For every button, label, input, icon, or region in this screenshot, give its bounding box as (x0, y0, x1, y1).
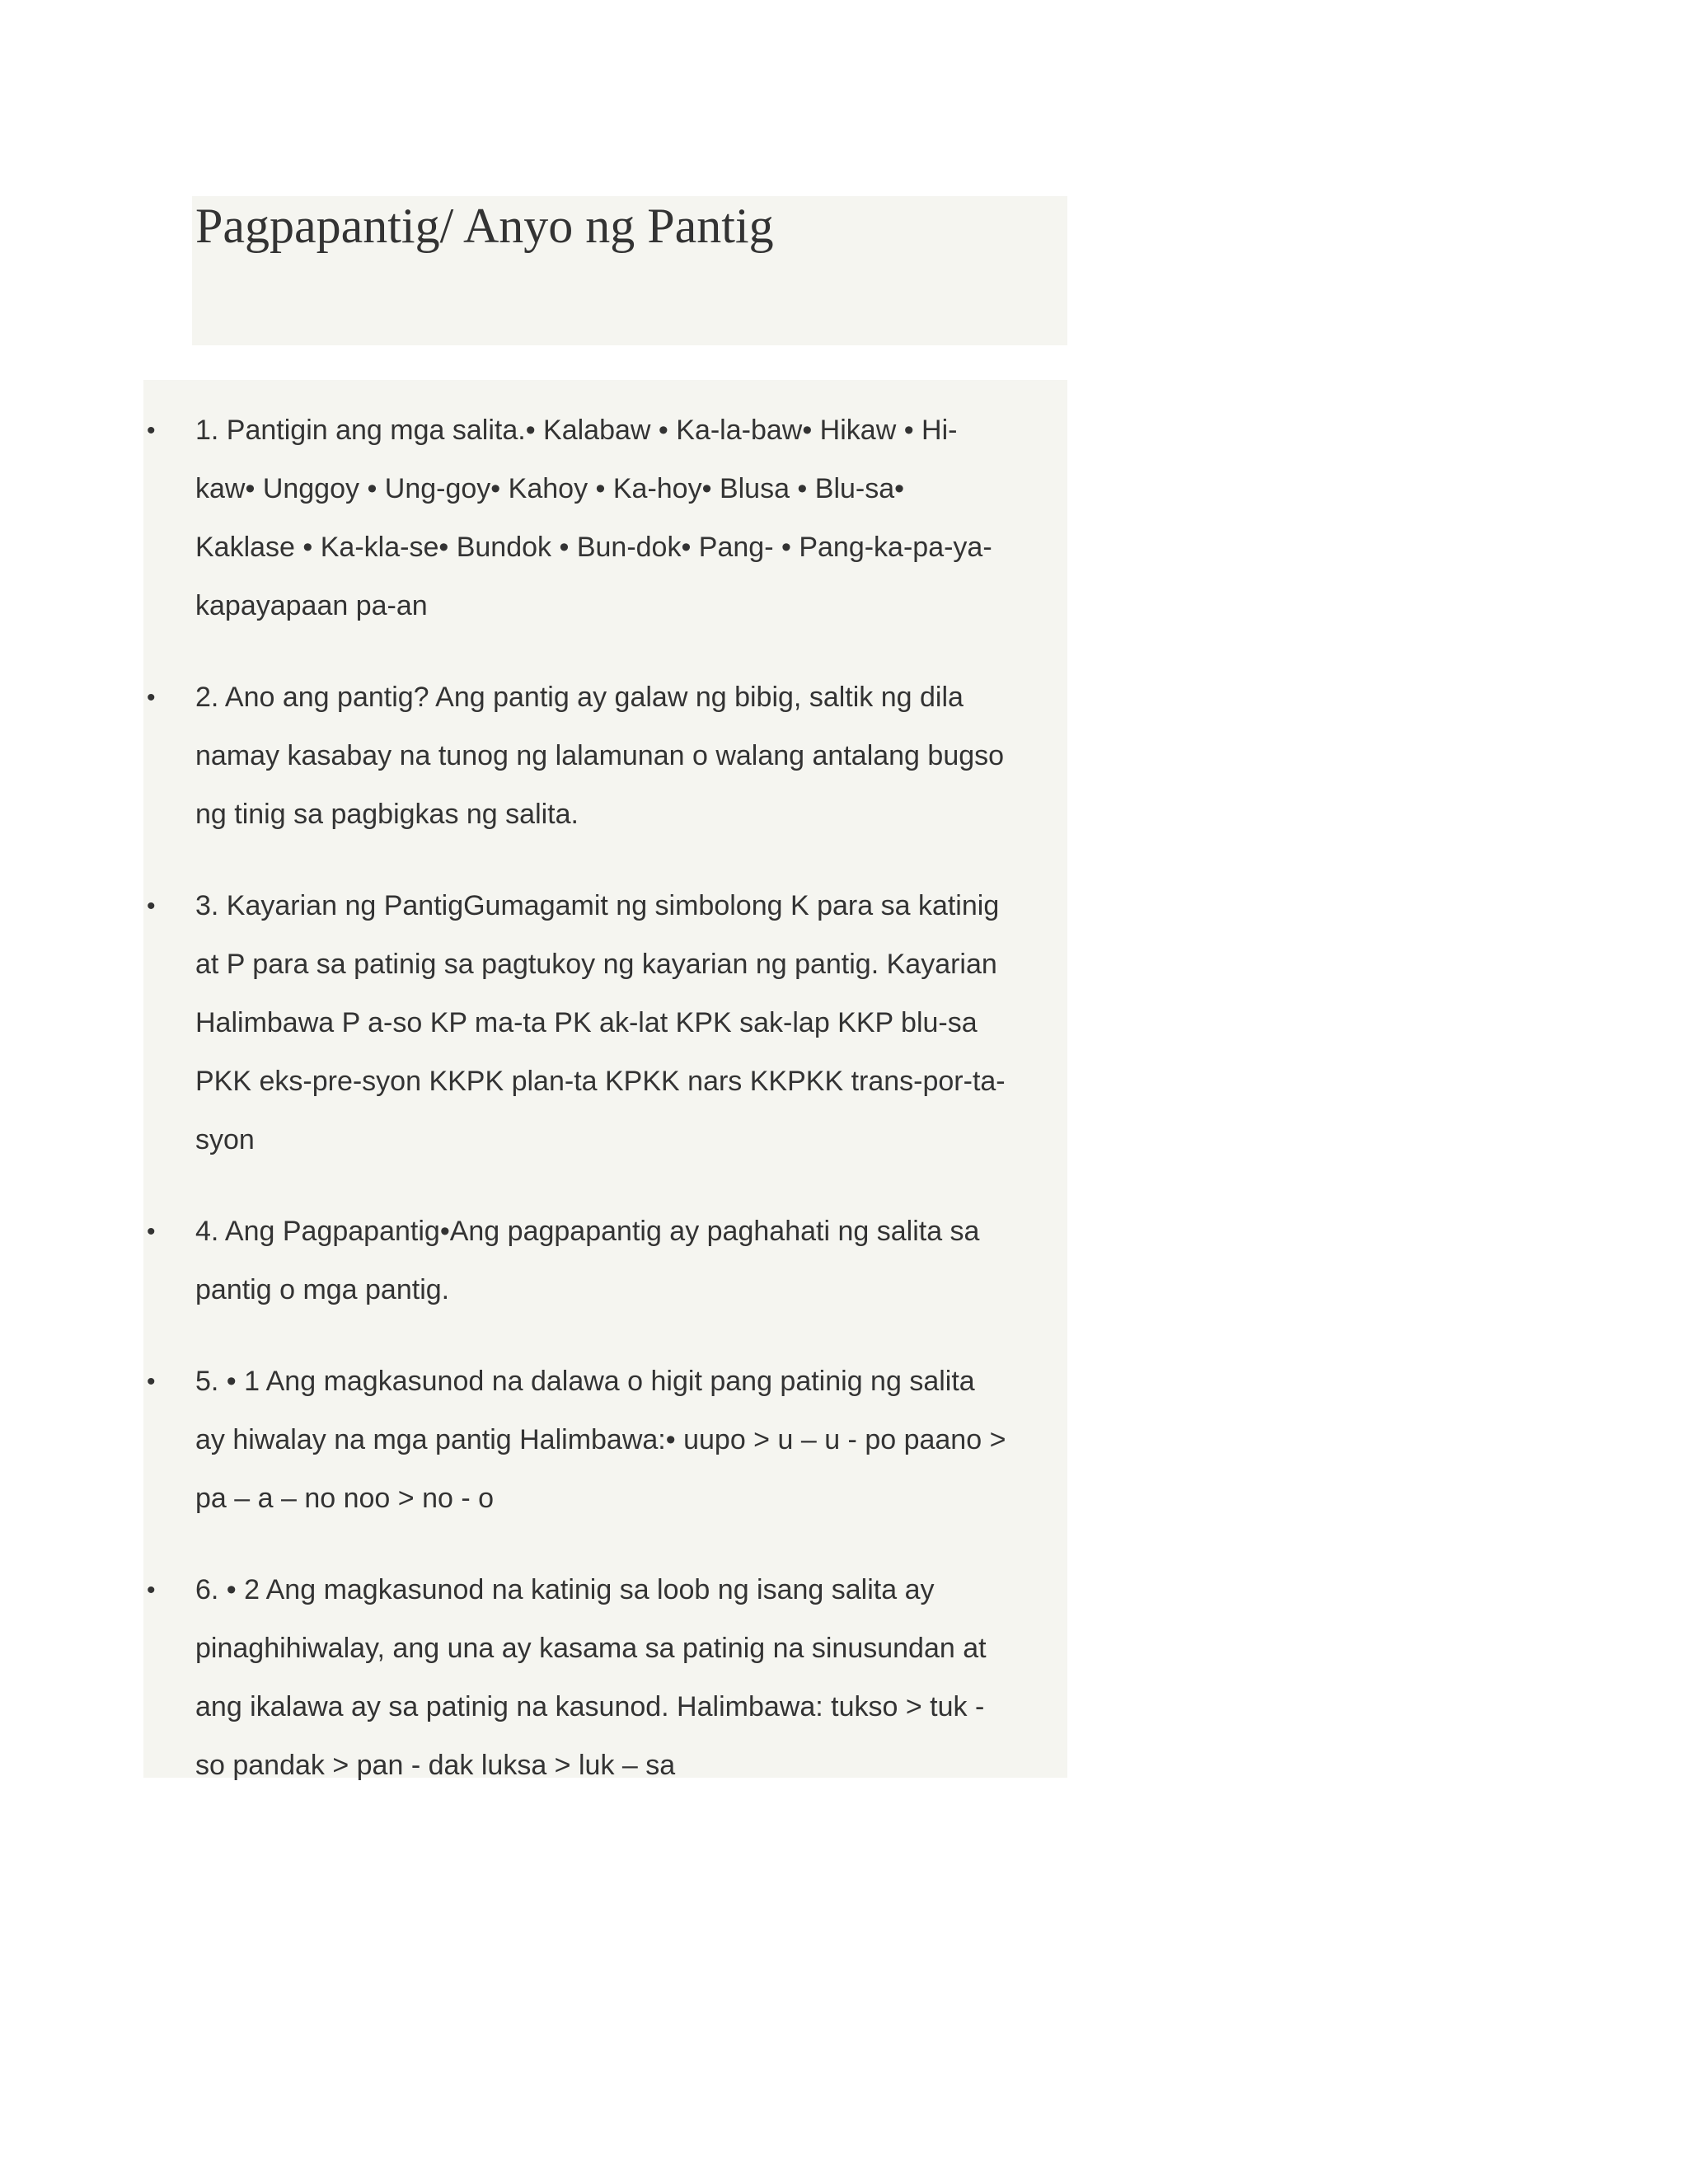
list-item-text: 1. Pantigin ang mga salita.• Kalabaw • Ka-la-baw• Hikaw • Hi- kaw• Unggoy • Ung-goy• Kahoy • Ka-hoy• Blusa • Blu-sa• Kaklase • Ka-kla-se• Bundok • Bun-dok• Pang- • Pang-ka-pa-ya- kapayapaan pa-an (195, 415, 992, 621)
bullet-icon: • (147, 893, 156, 920)
content-section (143, 380, 1067, 1781)
list-item (143, 877, 1067, 1169)
bullet-list (143, 401, 1067, 1828)
list-item (143, 1202, 1067, 1319)
page-title: Pagpapantig/ Anyo ng Pantig (195, 199, 774, 253)
list-item-text: 5. • 1 Ang magkasunod na dalawa o higit pang patinig ng salita ay hiwalay na mga pantig Halimbawa:• uupo > u – u - po paano > pa – a – no noo > no - o (195, 1366, 1006, 1514)
list-item (143, 401, 1067, 635)
list-item (143, 1352, 1067, 1528)
list-item-text: 4. Ang Pagpapantig•Ang pagpapantig ay paghahati ng salita sa pantig o mga pantig. (195, 1216, 980, 1305)
bullet-icon: • (147, 684, 156, 711)
list-item (143, 668, 1067, 844)
list-item-text: 6. • 2 Ang magkasunod na katinig sa loob ng isang salita ay pinaghihiwalay, ang una ay kasama sa patinig na sinusundan at ang ikalawa ay sa patinig na kasunod. Halimbawa: tukso > tuk - so pandak > pan - dak luksa > luk – sa (195, 1574, 987, 1781)
bullet-icon: • (147, 1368, 156, 1395)
bullet-icon: • (147, 1218, 156, 1245)
list-item-text: 2. Ano ang pantig? Ang pantig ay galaw ng bibig, saltik ng dila namay kasabay na tunog ng lalamunan o walang antalang bugso ng tinig sa pagbigkas ng salita. (195, 682, 1005, 830)
list-item (143, 1561, 1067, 1795)
bullet-icon: • (147, 1577, 156, 1604)
title-section (192, 196, 1067, 345)
bullet-icon: • (147, 417, 156, 444)
list-item-text: 3. Kayarian ng PantigGumagamit ng simbolong K para sa katinig at P para sa patinig sa pagtukoy ng kayarian ng pantig. Kayarian Halimbawa P a-so KP ma-ta PK ak-lat KPK sak-lap KKP blu-sa PKK eks-pre-syon KKPK plan-ta KPKK nars KKPKK trans-por-ta- syon (195, 890, 1006, 1155)
